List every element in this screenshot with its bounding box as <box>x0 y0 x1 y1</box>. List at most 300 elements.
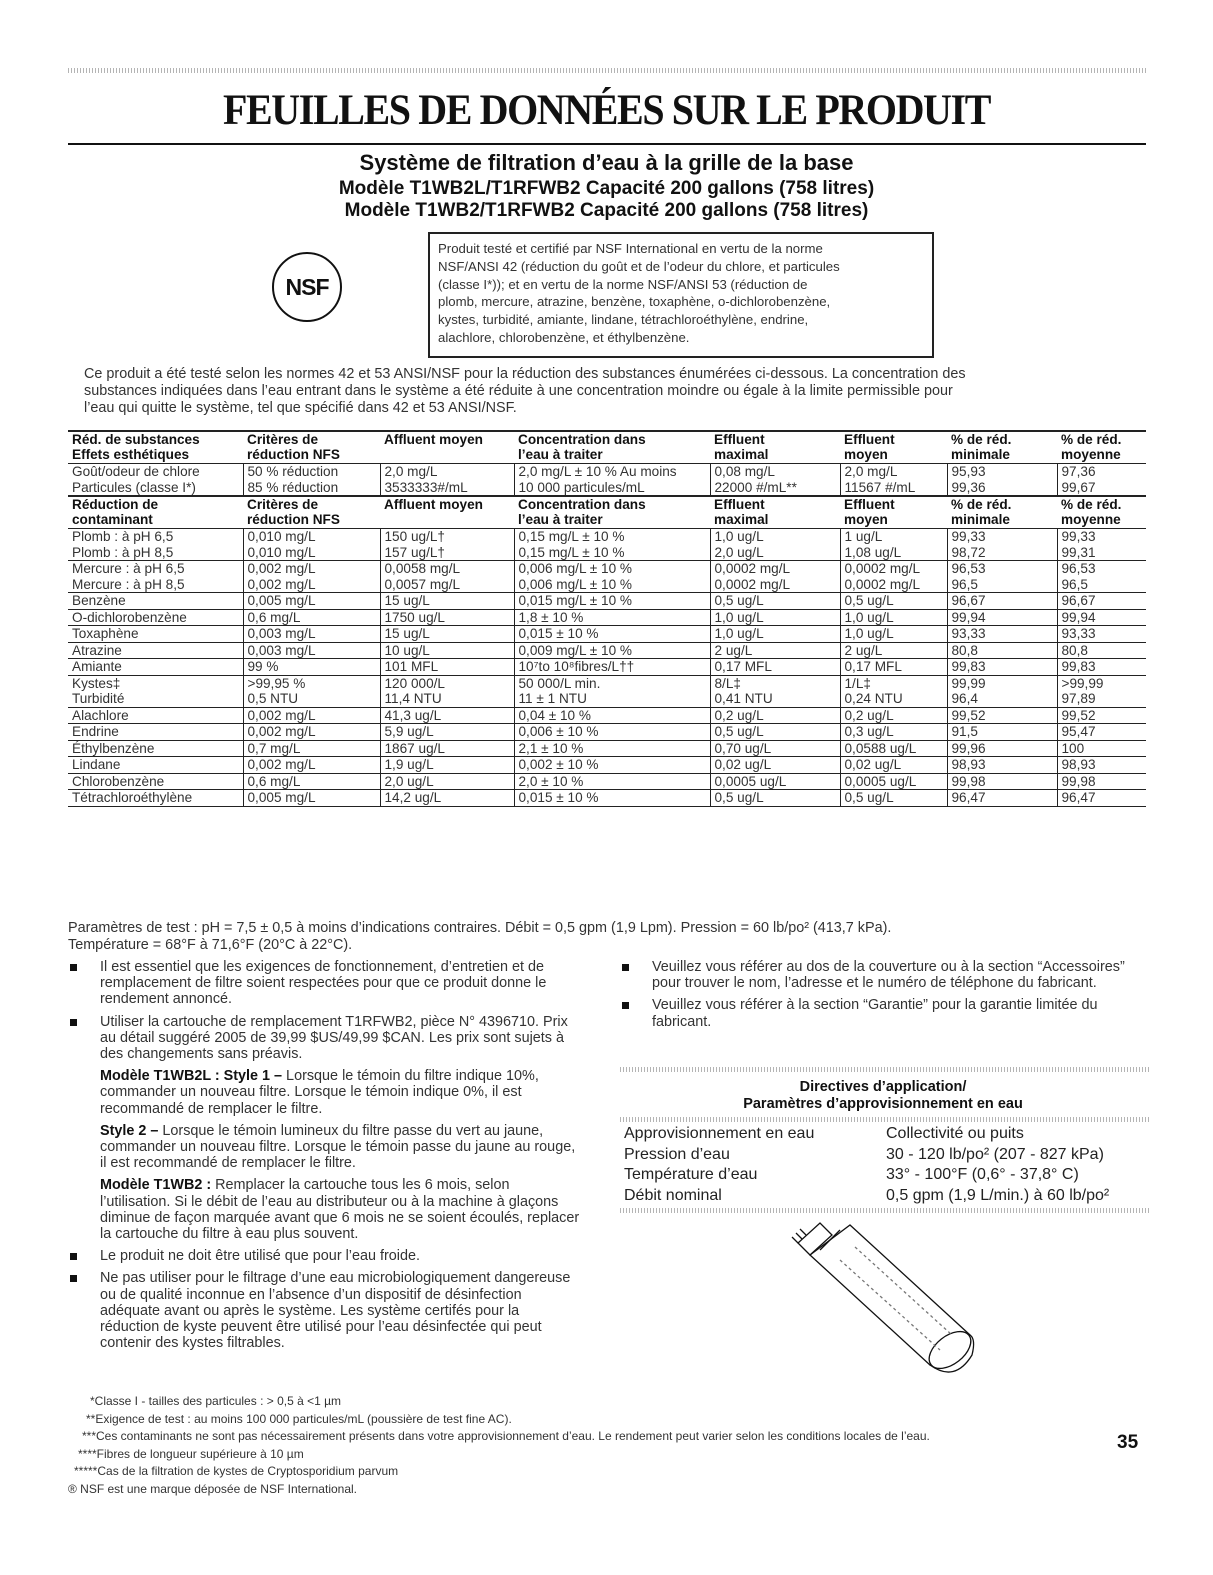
application-parameters-table <box>620 1124 1150 1206</box>
table-row <box>620 1145 1150 1166</box>
cell-line: 8/L‡ <box>714 675 741 691</box>
cell-line: 0,0005 ug/L <box>714 773 787 789</box>
table-cell <box>380 593 514 610</box>
model-t1wb2-text: Remplacer la cartouche tous les 6 mois, selon l’utilisation. Si le débit de l’eau au distributeur ou à la machine à glaçons diminue de façon marquée avant que 6 mois ne se soient écoulés, replacer la cartouche du filtre à eau plus souvent. <box>100 1177 580 1243</box>
cell-line: 0,002 mg/L <box>247 707 316 723</box>
footnote: ® NSF est une marque déposée de NSF International. <box>68 1481 358 1496</box>
table-cell <box>947 464 1057 497</box>
table-cell <box>243 626 380 643</box>
cell-line: 99,94 <box>951 609 986 625</box>
footnotes <box>68 1393 1148 1498</box>
cell-line: 99,52 <box>951 707 986 723</box>
style-1-note <box>68 1068 580 1117</box>
cell-line: 99,83 <box>951 659 986 674</box>
table-cell <box>380 707 514 724</box>
cell-line: 0,003 mg/L <box>247 626 316 641</box>
cell-line: % de réd. <box>1061 432 1122 447</box>
cell-line: 150 ug/L† <box>384 529 445 544</box>
cell-line: 0,002 mg/L <box>247 757 316 772</box>
cell-line: 100 <box>1061 740 1085 756</box>
cell-line: 2,0 mg/L <box>384 464 438 479</box>
cell-line: 0,015 ± 10 % <box>518 626 599 641</box>
footnote: ****Fibres de longueur supérieure à 10 µm <box>78 1446 304 1461</box>
cell-line: 99,99 <box>951 675 986 691</box>
table-cell <box>947 740 1057 757</box>
table-cell <box>243 757 380 774</box>
table-cell <box>68 707 243 724</box>
cell-line: 0,15 mg/L ± 10 % <box>518 544 625 560</box>
cell-line: 0,009 mg/L ± 10 % <box>518 642 633 658</box>
cell-line: 97,89 <box>1061 691 1096 706</box>
cell-line: Effluent <box>714 497 765 512</box>
cell-line: Turbidité <box>72 691 125 706</box>
cell-line: moyen <box>844 511 888 527</box>
cell-line: 50 % réduction <box>247 464 339 479</box>
table-cell <box>840 609 947 626</box>
cell-line: 96,5 <box>1061 576 1088 592</box>
table-cell <box>243 561 380 593</box>
cell-line: Effluent <box>844 497 895 512</box>
table-cell <box>380 659 514 676</box>
cell-line: 41,3 ug/L <box>384 707 442 723</box>
cell-line: Critères de <box>247 432 319 447</box>
column-header <box>947 431 1057 464</box>
cell-line: Plomb : à pH 8,5 <box>72 544 174 560</box>
cell-line: 1,0 ug/L <box>714 626 764 641</box>
cell-line: 22000 #/mL** <box>714 479 797 495</box>
cell-line: Réduction de <box>72 497 159 512</box>
table-cell <box>710 707 840 724</box>
table-cell <box>710 561 840 593</box>
table-cell <box>840 757 947 774</box>
table-row <box>68 609 1146 626</box>
table-cell <box>840 675 947 707</box>
table-cell <box>68 642 243 659</box>
table-cell <box>1057 609 1146 626</box>
cell-line: 1867 ug/L <box>384 740 445 756</box>
cell-line: 0,002 mg/L <box>247 724 316 739</box>
cell-line: maximal <box>714 446 769 462</box>
param-value: 33° - 100°F (0,6° - 37,8° C) <box>886 1166 1079 1183</box>
table-cell <box>1057 773 1146 790</box>
cell-line: 2 ug/L <box>714 642 753 658</box>
app-dotted-rule <box>620 1067 1150 1072</box>
table-row <box>68 757 1146 774</box>
column-header <box>68 431 243 464</box>
cell-line: 0,0002 mg/L <box>844 561 921 576</box>
cell-line: 0,7 mg/L <box>247 740 301 756</box>
cell-line: 99,96 <box>951 740 986 756</box>
table-cell <box>514 642 710 659</box>
cell-line: Goût/odeur de chlore <box>72 464 200 479</box>
cell-line: minimale <box>951 511 1010 527</box>
cell-line: 11567 #/mL <box>844 479 916 495</box>
cell-line: 0,2 ug/L <box>714 707 764 723</box>
table-cell <box>380 642 514 659</box>
column-header <box>514 496 710 529</box>
table-cell <box>1057 757 1146 774</box>
table-row <box>68 740 1146 757</box>
table-cell <box>514 659 710 676</box>
page-number: 35 <box>1117 1432 1139 1453</box>
column-header <box>380 431 514 464</box>
cell-line: 0,6 mg/L <box>247 609 301 625</box>
table-row <box>68 642 1146 659</box>
table-cell <box>840 707 947 724</box>
table-row <box>68 626 1146 643</box>
table-cell <box>68 529 243 561</box>
table-cell <box>710 659 840 676</box>
cell-line: 2,1 ± 10 % <box>518 740 584 756</box>
table-cell <box>840 724 947 741</box>
table-cell <box>380 790 514 807</box>
table-cell <box>243 773 380 790</box>
list-item: Il est essentiel que les exigences de fonctionnement, d’entretien et de remplacement de filtre soient respectées pour que ce produit donne le rendement annoncé. <box>68 959 580 1008</box>
cell-line: 99,98 <box>1061 773 1096 789</box>
cell-line: 0,3 ug/L <box>844 724 894 739</box>
list-item: Ne pas utiliser pour le filtrage d’une eau microbiologiquement dangereuse ou de qualité inconnue en l’absence d’un dispositif de désinfection adéquate avant ou après le système. Les système certifés pour la réduction de kyste peuvent être utilisé pour l’eau désinfectée qui peut contenir des kystes filtrables. <box>68 1270 580 1351</box>
cell-line: 14,2 ug/L <box>384 790 442 805</box>
list-item: Veuillez vous référer au dos de la couverture ou à la section “Accessoires” pour trouver le nom, l’adresse et le numéro de téléphone du fabricant. <box>620 959 1146 991</box>
cell-line: 96,47 <box>951 790 986 805</box>
table-cell <box>1057 529 1146 561</box>
table-cell <box>380 724 514 741</box>
nsf-logo-text: NSF <box>285 273 329 300</box>
cell-line: 10 ug/L <box>384 642 430 658</box>
cell-line: 0,0588 ug/L <box>844 740 917 756</box>
cell-line: O-dichlorobenzène <box>72 609 187 625</box>
cell-line: 98,72 <box>951 544 986 560</box>
table-cell <box>947 659 1057 676</box>
nsf-box-line: kystes, turbidité, amiante, lindane, tétrachloroéthylène, endrine, <box>438 312 809 328</box>
cell-line: 99,52 <box>1061 707 1096 723</box>
cell-line: minimale <box>951 446 1010 462</box>
column-header <box>1057 431 1146 464</box>
title-rule <box>68 143 1146 145</box>
cell-line: 15 ug/L <box>384 626 430 641</box>
table-cell <box>947 757 1057 774</box>
table-cell <box>243 659 380 676</box>
table-cell <box>710 773 840 790</box>
nsf-box-line: alachlore, chlorobenzène, et éthylbenzène. <box>438 329 690 345</box>
cell-line: % de réd. <box>951 432 1012 447</box>
cell-line: 0,15 mg/L ± 10 % <box>518 529 625 544</box>
table-cell <box>840 790 947 807</box>
table-cell <box>1057 659 1146 676</box>
table-row <box>68 464 1146 497</box>
cell-line: 0,015 mg/L ± 10 % <box>518 593 633 608</box>
table-row <box>68 724 1146 741</box>
column-header <box>380 496 514 529</box>
column-header <box>68 496 243 529</box>
model-t1wb2-label: Modèle T1WB2 : <box>100 1177 212 1194</box>
cell-line: 2,0 ± 10 % <box>518 773 584 789</box>
cell-line: 2,0 ug/L <box>384 773 434 789</box>
table-cell <box>380 464 514 497</box>
table-cell <box>514 529 710 561</box>
column-header <box>514 431 710 464</box>
table-cell <box>1057 642 1146 659</box>
table-row <box>68 675 1146 707</box>
param-value: 30 - 120 lb/po² (207 - 827 kPa) <box>886 1145 1104 1163</box>
cell-line: 1/L‡ <box>844 675 871 691</box>
table-cell <box>1057 707 1146 724</box>
table-cell <box>243 529 380 561</box>
cell-line: Concentration dans <box>518 497 646 512</box>
cell-line: Effluent <box>714 432 765 447</box>
cell-line: Mercure : à pH 6,5 <box>72 561 185 576</box>
cell-line: 0,2 ug/L <box>844 707 894 723</box>
table-cell <box>1057 740 1146 757</box>
list-item: Utiliser la cartouche de remplacement T1RFWB2, pièce N° 4396710. Prix au détail suggéré 2005 de 39,99 $US/49,99 $CAN. Les prix sont sujets à des changements sans préavis. <box>68 1014 580 1063</box>
cell-line: contaminant <box>72 511 153 527</box>
table-cell <box>710 642 840 659</box>
table-row <box>620 1165 1150 1186</box>
cell-line: Réd. de substances <box>72 432 200 447</box>
cell-line: Mercure : à pH 8,5 <box>72 576 185 592</box>
table-row <box>68 659 1146 676</box>
cell-line: 96,53 <box>951 561 986 576</box>
cell-line <box>384 448 510 463</box>
column-header <box>840 431 947 464</box>
table-cell <box>947 561 1057 593</box>
cell-line: 1,0 ug/L <box>844 626 894 641</box>
table-cell <box>380 609 514 626</box>
table-header-row <box>68 431 1146 464</box>
table-cell <box>380 561 514 593</box>
cell-line: 0,0002 mg/L <box>714 561 791 576</box>
cell-line: Chlorobenzène <box>72 773 165 789</box>
cell-line: 0,02 ug/L <box>714 757 772 772</box>
table-cell <box>68 773 243 790</box>
table-cell <box>710 529 840 561</box>
cell-line: 99,67 <box>1061 479 1096 495</box>
table-row <box>68 593 1146 610</box>
cell-line: Affluent moyen <box>384 432 483 447</box>
cell-line: moyen <box>844 446 888 462</box>
table-cell <box>1057 593 1146 610</box>
cell-line: 3533333#/mL <box>384 479 468 495</box>
cell-line: 80,8 <box>951 642 978 658</box>
table-cell <box>840 740 947 757</box>
style-1-text: Lorsque le témoin du filtre indique 10%, commander un nouveau filtre. Lorsque le témoin indique 0%, il est recommandé de remplacer le filtre. <box>100 1068 539 1117</box>
cell-line: Endrine <box>72 724 119 739</box>
cell-line: moyenne <box>1061 511 1121 527</box>
cell-line: 0,17 MFL <box>844 659 902 674</box>
intro-line: Ce produit a été testé selon les normes 42 et 53 ANSI/NSF pour la réduction des substances énumérées ci-dessous. La concentration des <box>84 366 966 382</box>
cell-line: 96,4 <box>951 691 978 706</box>
table-cell <box>243 790 380 807</box>
cell-line: 0,002 mg/L <box>247 576 316 592</box>
cell-line: Critères de <box>247 497 319 512</box>
footnote: **Exigence de test : au moins 100 000 particules/mL (poussière de test fine AC). <box>86 1411 512 1426</box>
cell-line: 95,47 <box>1061 724 1096 739</box>
cell-line: l’eau à traiter <box>518 446 603 462</box>
cell-line: Particules (classe I*) <box>72 479 196 495</box>
list-item: Le produit ne doit être utilisé que pour l’eau froide. <box>68 1248 580 1264</box>
cell-line: Toxaphène <box>72 626 139 641</box>
filter-cartridge-illustration <box>780 1215 1000 1385</box>
cell-line: 0,015 ± 10 % <box>518 790 599 805</box>
table-row <box>620 1124 1150 1145</box>
application-title-2: Paramètres d’approvisionnement en eau <box>743 1096 1023 1112</box>
cell-line: 80,8 <box>1061 642 1088 658</box>
cell-line: Atrazine <box>72 642 122 658</box>
table-row <box>68 773 1146 790</box>
cell-line: 99,33 <box>951 529 986 544</box>
table-cell <box>380 773 514 790</box>
cell-line: 10⁷to 10⁸fibres/L†† <box>518 659 635 674</box>
cell-line: >99,95 % <box>247 675 306 691</box>
cell-line: Effluent <box>844 432 895 447</box>
cell-line: 2,0 mg/L <box>844 464 898 479</box>
column-header <box>243 431 380 464</box>
cell-line: 0,010 mg/L <box>247 544 316 560</box>
cell-line: 0,5 ug/L <box>714 724 764 739</box>
cell-line: 0,6 mg/L <box>247 773 301 789</box>
table-cell <box>243 724 380 741</box>
cell-line: 99,33 <box>1061 529 1096 544</box>
cell-line: 1,0 ug/L <box>844 609 894 625</box>
cell-line: Benzène <box>72 593 126 608</box>
table-cell <box>243 593 380 610</box>
cell-line: 0,006 mg/L ± 10 % <box>518 576 633 592</box>
param-label: Température d’eau <box>624 1166 758 1183</box>
cell-line: 0,003 mg/L <box>247 642 316 658</box>
model-line-1: Modèle T1WB2L/T1RFWB2 Capacité 200 gallons (758 litres) <box>338 178 875 199</box>
intro-paragraph <box>84 366 1150 417</box>
test-parameters <box>68 920 1146 954</box>
cell-line: 0,006 mg/L ± 10 % <box>518 561 633 576</box>
cell-line: 97,36 <box>1061 464 1096 479</box>
table-cell <box>710 464 840 497</box>
cell-line: 5,9 ug/L <box>384 724 434 739</box>
cell-line: % de réd. <box>1061 497 1122 512</box>
cell-line: 0,5 ug/L <box>844 593 894 608</box>
cell-line: 120 000/L <box>384 675 445 691</box>
table-cell <box>840 642 947 659</box>
test-parameters-line: Température = 68°F à 71,6°F (20°C à 22°C). <box>68 937 353 953</box>
cell-line: 0,0002 mg/L <box>844 576 921 592</box>
table-cell <box>840 626 947 643</box>
column-header <box>243 496 380 529</box>
table-cell <box>710 757 840 774</box>
nsf-box-line: (classe I*)); et en vertu de la norme NSF/ANSI 53 (réduction de <box>438 276 808 292</box>
table-cell <box>947 529 1057 561</box>
table-cell <box>1057 464 1146 497</box>
param-value: Collectivité ou puits <box>886 1125 1024 1142</box>
nsf-box-line: Produit testé et certifié par NSF International en vertu de la norme <box>438 241 823 256</box>
cell-line: Kystes‡ <box>72 675 121 691</box>
table-row <box>620 1186 1150 1207</box>
table-cell <box>710 740 840 757</box>
table-cell <box>840 561 947 593</box>
table-cell <box>243 642 380 659</box>
table-cell <box>947 642 1057 659</box>
cell-line: 0,5 ug/L <box>844 790 894 805</box>
list-item: Veuillez vous référer à la section “Garantie” pour la garantie limitée du fabricant. <box>620 997 1146 1029</box>
cell-line: 0,002 ± 10 % <box>518 757 599 772</box>
intro-line: l’eau qui quitte le système, tel que spécifié dans 42 et 53 ANSI/NSF. <box>84 400 517 416</box>
table-cell <box>380 626 514 643</box>
cell-line: 0,17 MFL <box>714 659 772 674</box>
reduction-data-table <box>68 430 1146 807</box>
cell-line: 0,005 mg/L <box>247 593 316 608</box>
left-column <box>68 959 580 1357</box>
cell-line: Tétrachloroéthylène <box>72 790 193 805</box>
cell-line: 1,9 ug/L <box>384 757 434 772</box>
cell-line: 91,5 <box>951 724 978 739</box>
cell-line: 50 000/L min. <box>518 675 601 691</box>
table-cell <box>947 626 1057 643</box>
cell-line: 15 ug/L <box>384 593 430 608</box>
application-title-1: Directives d’application/ <box>799 1079 967 1095</box>
table-cell <box>380 675 514 707</box>
table-cell <box>1057 724 1146 741</box>
cell-line: 93,33 <box>951 626 986 641</box>
table-cell <box>710 675 840 707</box>
table-cell <box>514 626 710 643</box>
cell-line: 0,0002 mg/L <box>714 576 791 592</box>
cell-line: 157 ug/L† <box>384 544 445 560</box>
cell-line: 1,0 ug/L <box>714 609 764 625</box>
table-cell <box>380 529 514 561</box>
cell-line: Affluent moyen <box>384 497 483 512</box>
table-cell <box>380 740 514 757</box>
table-cell <box>514 790 710 807</box>
table-cell <box>243 464 380 497</box>
cell-line: 101 MFL <box>384 659 439 674</box>
table-cell <box>514 593 710 610</box>
table-cell <box>514 740 710 757</box>
style-2-label: Style 2 – <box>100 1122 159 1139</box>
table-cell <box>68 659 243 676</box>
footnote: ***Ces contaminants ne sont pas nécessairement présents dans votre approvisionnement d’eau. Le rendement peut varier selon les conditions locales de l’eau. <box>82 1429 930 1443</box>
nsf-box-line: plomb, mercure, atrazine, benzène, toxaphène, o-dichlorobenzène, <box>438 294 831 310</box>
app-dotted-rule <box>620 1208 1150 1213</box>
cell-line: 99,83 <box>1061 659 1096 674</box>
table-cell <box>68 724 243 741</box>
table-header-row <box>68 496 1146 529</box>
cell-line: 98,93 <box>1061 757 1096 772</box>
column-header <box>710 496 840 529</box>
table-cell <box>514 561 710 593</box>
table-cell <box>947 609 1057 626</box>
table-cell <box>840 593 947 610</box>
footnote: *****Cas de la filtration de kystes de Cryptosporidium parvum <box>74 1464 399 1478</box>
table-cell <box>68 757 243 774</box>
cell-line: 0,0005 ug/L <box>844 773 917 789</box>
cell-line: 0,5 NTU <box>247 691 299 706</box>
table-cell <box>514 675 710 707</box>
cell-line <box>384 513 510 528</box>
cell-line: 96,5 <box>951 576 978 592</box>
table-cell <box>947 773 1057 790</box>
table-row <box>68 561 1146 593</box>
cell-line: 2 ug/L <box>844 642 883 658</box>
model-line-2: Modèle T1WB2/T1RFWB2 Capacité 200 gallons (758 litres) <box>344 200 869 221</box>
table-cell <box>514 609 710 626</box>
cell-line: maximal <box>714 511 769 527</box>
cell-line: 0,005 mg/L <box>247 790 316 805</box>
cell-line: 98,93 <box>951 757 986 772</box>
cell-line: 11,4 NTU <box>384 691 442 706</box>
table-row <box>68 790 1146 807</box>
cell-line: Plomb : à pH 6,5 <box>72 529 174 544</box>
cell-line: 1,8 ± 10 % <box>518 609 584 625</box>
cell-line: 99,31 <box>1061 544 1096 560</box>
table-cell <box>710 790 840 807</box>
